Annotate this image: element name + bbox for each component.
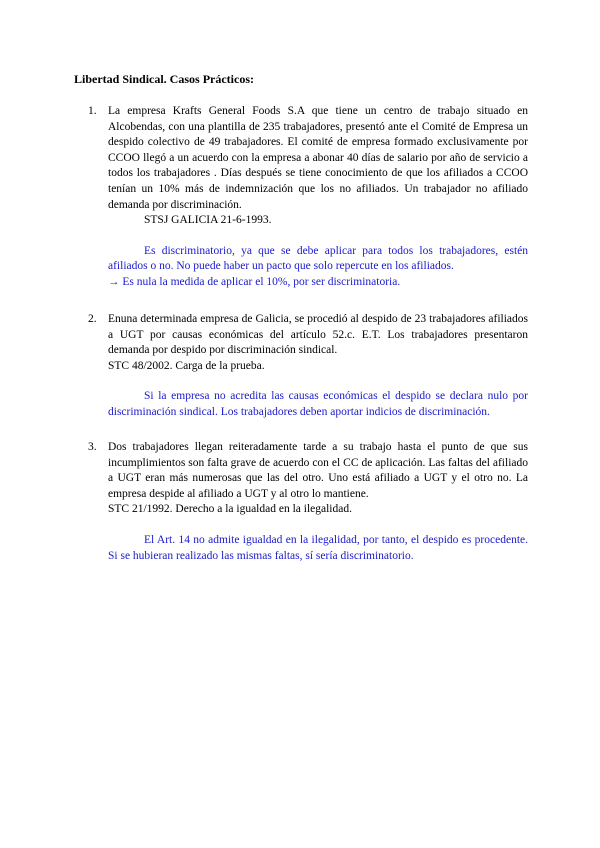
- case-number: 2.: [88, 313, 97, 325]
- document-title: Libertad Sindical. Casos Prácticos:: [74, 72, 254, 86]
- case-3: [88, 440, 528, 564]
- case-reference: STSJ GALICIA 21-6-1993.: [144, 214, 272, 227]
- case-answer: [108, 533, 528, 564]
- case-answer: [108, 389, 528, 420]
- case-answer: [108, 244, 528, 291]
- answer-paragraph: Es discriminatorio, ya que se debe aplicar para todos los trabajadores, estén afiliados o no. No puede haber un pacto que solo repercute en los afiliados.: [108, 244, 528, 273]
- case-2: [88, 312, 528, 421]
- case-number: 1.: [88, 105, 97, 117]
- case-reference: STC 21/1992. Derecho a la igualdad en la ilegalidad.: [108, 503, 352, 516]
- case-text: La empresa Krafts General Foods S.A que tiene un centro de trabajo situado en Alcobendas, con una plantilla de 235 trabajadores, presentó ante el Comité de Empresa un despido colectivo de 49 trabajadores. El comité de empresa formado exclusivamente por CCOO llegó a un acuerdo con la empresa a abonar 40 días de salario por año de servicio a todos los trabajadores . Días después se tiene conocimiento de que los afiliados a CCOO tenían un 10% más de indemnización que los no afiliados. Un trabajador no afiliado demanda por discriminación.: [108, 105, 528, 211]
- case-number: 3.: [88, 441, 97, 453]
- case-text: Enuna determinada empresa de Galicia, se procedió al despido de 23 trabajadores afiliados a UGT por causas económicas del artículo 52.c. E.T. Los trabajadores presentaron demanda por despido por discriminación sindical.: [108, 313, 528, 357]
- answer-paragraph: Si la empresa no acredita las causas económicas el despido se declara nulo por discriminación sindical. Los trabajadores deben aportar indicios de discriminación.: [108, 390, 528, 418]
- case-text: Dos trabajadores llegan reiteradamente tarde a su trabajo hasta el punto de que sus incumplimientos son falta grave de acuerdo con el CC de aplicación. Las faltas del afiliado a UGT eran más numerosas que las del otro. Uno está afiliado a UGT y el otro no. La empresa despide al afiliado a UGT y al otro lo mantiene.: [108, 441, 528, 500]
- case-reference: STC 48/2002. Carga de la prueba.: [108, 359, 265, 372]
- case-1: [88, 104, 528, 291]
- answer-paragraph: El Art. 14 no admite igualdad en la ilegalidad, por tanto, el despido es procedente. Si se hubieran realizado las mismas faltas, sí sería discriminatorio.: [108, 533, 528, 562]
- answer-conclusion: → Es nula la medida de aplicar el 10%, por ser discriminatoria.: [108, 275, 401, 288]
